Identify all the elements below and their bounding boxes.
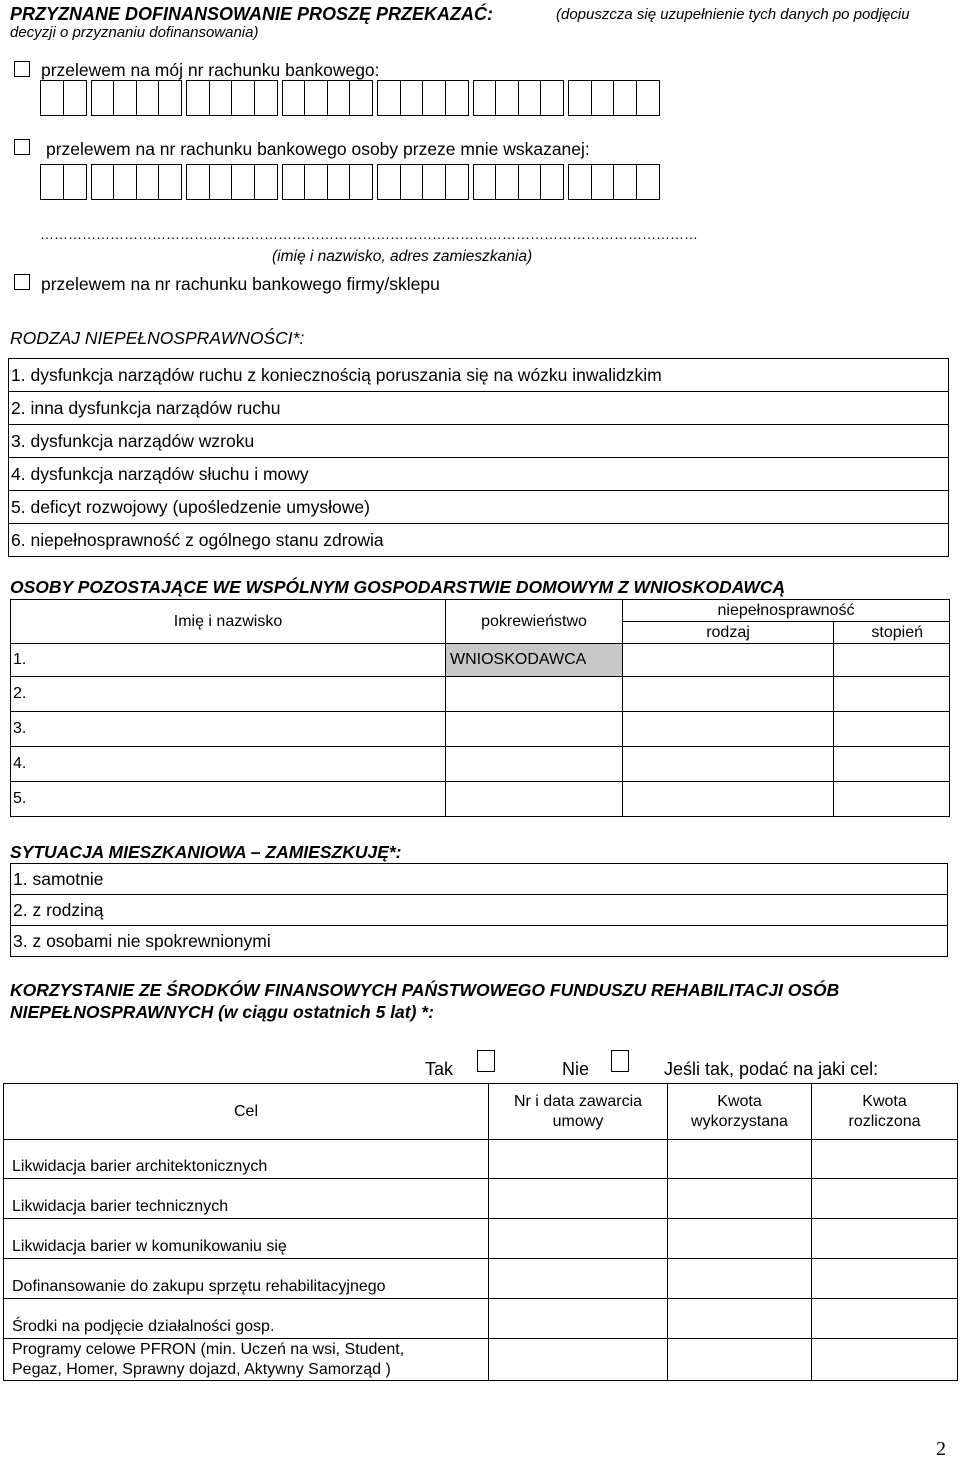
applicant-cell: WNIOSKODAWCA <box>446 644 623 677</box>
payment-note-line2: decyzji o przyznaniu dofinansowania) <box>10 24 259 41</box>
col-cel-header: Cel <box>4 1084 489 1140</box>
pfron-row-label: Likwidacja barier technicznych <box>4 1179 489 1219</box>
nie-checkbox[interactable] <box>611 1050 629 1072</box>
household-row-number[interactable]: 4. <box>11 747 446 782</box>
household-row-number[interactable]: 2. <box>11 677 446 712</box>
col-relation-header: pokrewieństwo <box>446 600 623 644</box>
household-row-number[interactable]: 5. <box>11 782 446 817</box>
page-number: 2 <box>936 1438 946 1460</box>
disability-option[interactable]: 3. dysfunkcja narządów wzroku <box>9 425 949 458</box>
housing-table <box>10 863 948 957</box>
col-type-header: rodzaj <box>623 622 834 644</box>
housing-option[interactable]: 1. samotnie <box>11 864 948 895</box>
tak-checkbox[interactable] <box>477 1050 495 1072</box>
col-nr-header: Nr i data zawarcia umowy <box>489 1084 668 1140</box>
pfron-row-label: Dofinansowanie do zakupu sprzętu rehabilitacyjnego <box>4 1259 489 1299</box>
household-title: OSOBY POZOSTAJĄCE WE WSPÓLNYM GOSPODARSTWIE DOMOWYM Z WNIOSKODAWCĄ <box>10 577 786 597</box>
pfron-row-label: Środki na podjęcie działalności gosp. <box>4 1299 489 1339</box>
col-used-header: Kwota wykorzystana <box>668 1084 812 1140</box>
company-account-label: przelewem na nr rachunku bankowego firmy/sklepu <box>41 274 440 294</box>
person-name-address-caption: (imię i nazwisko, adres zamieszkania) <box>272 248 533 265</box>
own-account-label: przelewem na mój nr rachunku bankowego: <box>41 60 380 80</box>
person-name-address-field[interactable]: …………………………………………………………………………………………………………………………… <box>40 226 698 242</box>
disability-option[interactable]: 4. dysfunkcja narządów słuchu i mowy <box>9 458 949 491</box>
col-disability-header: niepełnosprawność <box>623 600 950 622</box>
pfron-table <box>3 1083 958 1381</box>
other-person-account-label: przelewem na nr rachunku bankowego osoby przeze mnie wskazanej: <box>46 139 590 159</box>
nie-label: Nie <box>562 1059 590 1079</box>
pfron-row-label: Likwidacja barier architektonicznych <box>4 1140 489 1179</box>
household-row-number[interactable]: 1. <box>11 644 446 677</box>
housing-option[interactable]: 2. z rodziną <box>11 895 948 926</box>
pfron-title-line2: NIEPEŁNOSPRAWNYCH (w ciągu ostatnich 5 lat) *: <box>10 1002 434 1022</box>
col-degree-header: stopień <box>834 622 950 644</box>
pfron-title-line1: KORZYSTANIE ZE ŚRODKÓW FINANSOWYCH PAŃSTWOWEGO FUNDUSZU REHABILITACJI OSÓB <box>10 980 840 1000</box>
household-table <box>10 599 950 817</box>
col-name-header: Imię i nazwisko <box>11 600 446 644</box>
other-person-account-checkbox[interactable] <box>14 139 30 155</box>
household-row-number[interactable]: 3. <box>11 712 446 747</box>
own-account-number[interactable] <box>40 80 664 116</box>
company-account-checkbox[interactable] <box>14 274 30 290</box>
disability-table <box>8 358 949 557</box>
housing-option[interactable]: 3. z osobami nie spokrewnionymi <box>11 926 948 957</box>
pfron-row-programs: Programy celowe PFRON (min. Uczeń na wsi, Student, Pegaz, Homer, Sprawny dojazd, Aktywny Samorząd ) <box>4 1339 489 1381</box>
own-account-checkbox[interactable] <box>14 61 30 77</box>
disability-option[interactable]: 6. niepełnosprawność z ogólnego stanu zdrowia <box>9 524 949 557</box>
col-settled-header: Kwota rozliczona <box>812 1084 958 1140</box>
pfron-row-label: Likwidacja barier w komunikowaniu się <box>4 1219 489 1259</box>
housing-title: SYTUACJA MIESZKANIOWA – ZAMIESZKUJĘ*: <box>10 842 402 862</box>
disability-title: RODZAJ NIEPEŁNOSPRAWNOŚCI*: <box>10 328 305 348</box>
disability-option[interactable]: 2. inna dysfunkcja narządów ruchu <box>9 392 949 425</box>
disability-option[interactable]: 5. deficyt rozwojowy (upośledzenie umysłowe) <box>9 491 949 524</box>
purpose-prompt: Jeśli tak, podać na jaki cel: <box>664 1059 879 1079</box>
other-person-account-number[interactable] <box>40 164 664 200</box>
payment-title: PRZYZNANE DOFINANSOWANIE PROSZĘ PRZEKAZAĆ: <box>10 4 494 24</box>
payment-note-line1: (dopuszcza się uzupełnienie tych danych po podjęciu <box>556 6 910 23</box>
tak-label: Tak <box>425 1059 454 1079</box>
disability-option[interactable]: 1. dysfunkcja narządów ruchu z koniecznością poruszania się na wózku inwalidzkim <box>9 359 949 392</box>
